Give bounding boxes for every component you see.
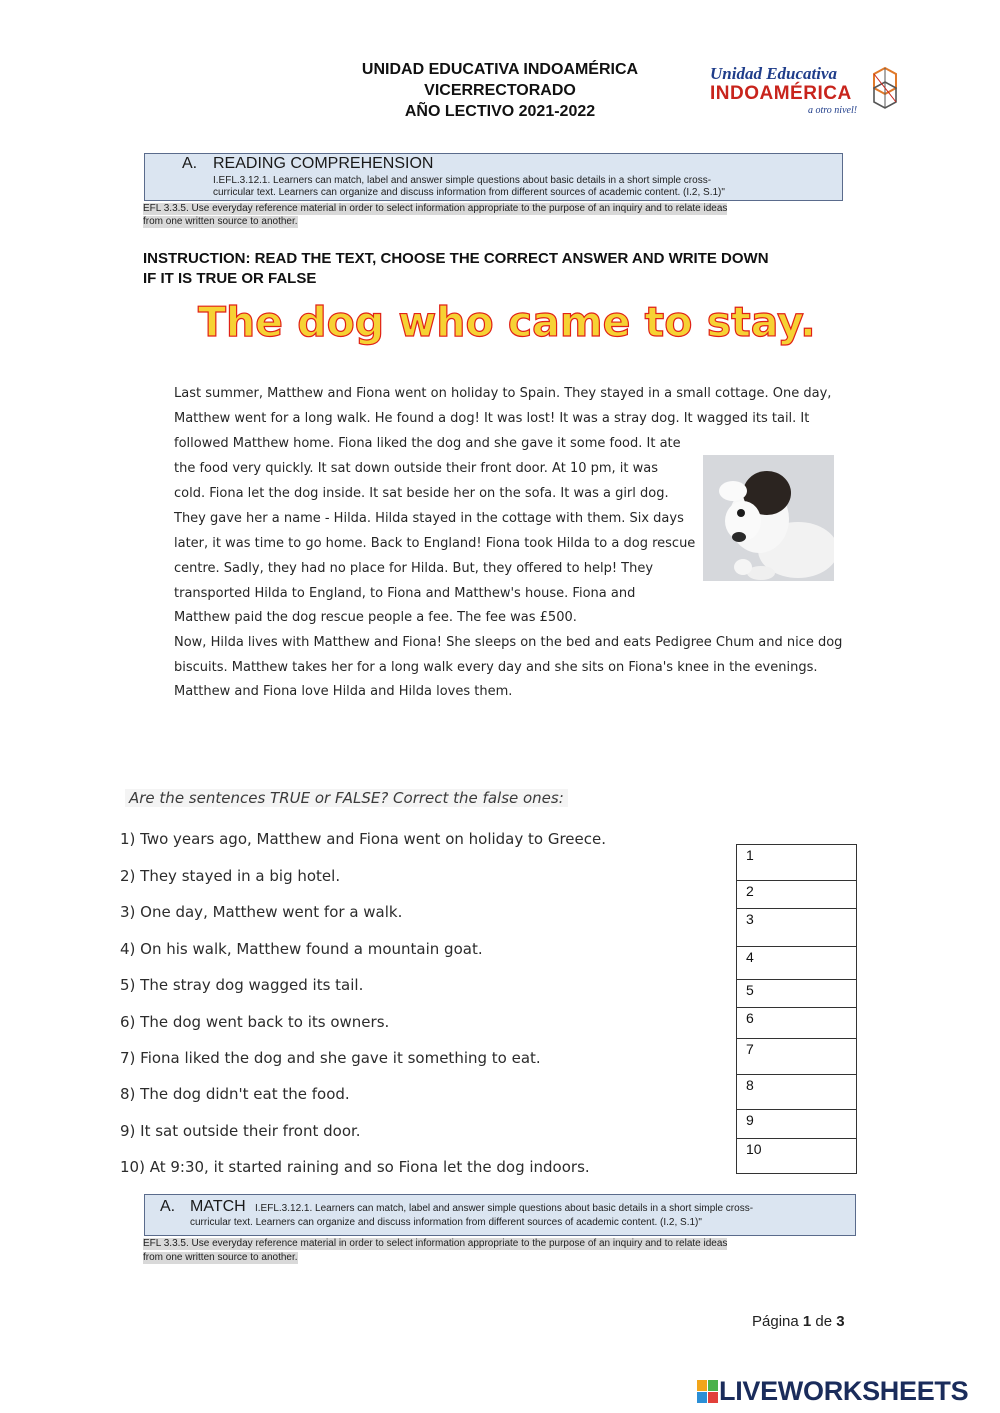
answer-box-4[interactable]: 4 xyxy=(736,946,857,980)
answer-box-10[interactable]: 10 xyxy=(736,1138,857,1174)
question-item: 8) The dog didn't eat the food. xyxy=(120,1085,350,1103)
story-line: the food very quickly. It sat down outside their front door. At 10 pm, it was xyxy=(174,461,659,476)
total-pages: 3 xyxy=(836,1313,845,1330)
question-item: 7) Fiona liked the dog and she gave it something to eat. xyxy=(120,1049,541,1067)
match-desc-line1: I.EFL.3.12.1. Learners can match, label and answer simple questions about basic details in a short simple cross- xyxy=(255,1203,754,1214)
efl-standard-line2: from one written source to another. xyxy=(143,216,298,227)
story-line: centre. Sadly, they had no place for Hilda. But, they offered to help! They xyxy=(174,561,654,576)
instruction-line1: INSTRUCTION: READ THE TEXT, CHOOSE THE CORRECT ANSWER AND WRITE DOWN xyxy=(143,250,769,267)
story-line: transported Hilda to England, to Fiona and Matthew's house. Fiona and xyxy=(174,586,636,601)
question-item: 3) One day, Matthew went for a walk. xyxy=(120,903,403,921)
match-section-box xyxy=(144,1194,856,1236)
question-item: 5) The stray dog wagged its tail. xyxy=(120,976,364,994)
instruction-line2: IF IT IS TRUE OR FALSE xyxy=(143,270,317,287)
dog-photo xyxy=(703,455,834,581)
answer-box-6[interactable]: 6 xyxy=(736,1007,857,1039)
section-desc-line2: curricular text. Learners can organize and discuss information from different sources of academic content. (I.2, S.1)" xyxy=(213,187,725,198)
page-number xyxy=(752,1313,845,1330)
liveworksheets-logo xyxy=(697,1376,969,1409)
school-logo xyxy=(700,60,900,120)
logo-emblem-icon xyxy=(872,66,898,112)
question-item: 9) It sat outside their front door. xyxy=(120,1122,361,1140)
department-name: VICERRECTORADO xyxy=(424,82,576,99)
story-line: followed Matthew home. Fiona liked the dog and she gave it some food. It ate xyxy=(174,436,681,451)
story-line: Matthew paid the dog rescue people a fee. The fee was £500. xyxy=(174,610,577,625)
questions-heading: Are the sentences TRUE or FALSE? Correct the false ones: xyxy=(125,789,568,807)
story-line: cold. Fiona let the dog inside. It sat beside her on the sofa. It was a girl dog. xyxy=(174,486,669,501)
school-name: UNIDAD EDUCATIVA INDOAMÉRICA xyxy=(361,61,639,78)
story-line: Matthew and Fiona love Hilda and Hilda loves them. xyxy=(174,684,513,699)
answer-box-1[interactable]: 1 xyxy=(736,844,857,881)
match-efl-line1: EFL 3.3.5. Use everyday reference material in order to select information appropriate to the purpose of an inquiry and to relate ideas xyxy=(143,1238,728,1249)
story-title: The dog who came to stay. xyxy=(198,298,816,346)
answer-box-2[interactable]: 2 xyxy=(736,880,857,909)
question-item: 6) The dog went back to its owners. xyxy=(120,1013,390,1031)
answer-box-9[interactable]: 9 xyxy=(736,1109,857,1139)
story-line: Now, Hilda lives with Matthew and Fiona! She sleeps on the bed and eats Pedigree Chum and nice dog xyxy=(174,635,843,650)
story-line: They gave her a name - Hilda. Hilda stayed in the cottage with them. Six days xyxy=(174,511,684,526)
section-letter: A. xyxy=(182,155,198,172)
logo-line1: Unidad Educativa xyxy=(710,64,838,83)
answer-box-8[interactable]: 8 xyxy=(736,1074,857,1110)
current-page: 1 xyxy=(802,1313,812,1330)
page-word: Página xyxy=(752,1313,799,1330)
match-title: MATCH xyxy=(190,1198,246,1215)
match-efl-line2: from one written source to another. xyxy=(143,1252,298,1263)
section-desc-line1: I.EFL.3.12.1. Learners can match, label and answer simple questions about basic details in a short simple cross- xyxy=(213,175,712,186)
reading-comprehension-box xyxy=(144,153,843,201)
answer-box-5[interactable]: 5 xyxy=(736,979,857,1008)
liveworksheets-brand: LIVEWORKSHEETS xyxy=(719,1376,969,1406)
story-line: Last summer, Matthew and Fiona went on holiday to Spain. They stayed in a small cottage. One day, xyxy=(174,386,832,401)
question-item: 4) On his walk, Matthew found a mountain goat. xyxy=(120,940,483,958)
page-of: de xyxy=(815,1313,833,1330)
match-letter: A. xyxy=(160,1198,176,1215)
logo-tagline: a otro nivel! xyxy=(808,105,858,116)
question-item: 10) At 9:30, it started raining and so Fiona let the dog indoors. xyxy=(120,1158,590,1176)
school-year: AÑO LECTIVO 2021-2022 xyxy=(404,103,596,120)
story-line: later, it was time to go home. Back to England! Fiona took Hilda to a dog rescue xyxy=(174,536,696,551)
answer-box-3[interactable]: 3 xyxy=(736,908,857,947)
question-item: 2) They stayed in a big hotel. xyxy=(120,867,341,885)
efl-standard-line1: EFL 3.3.5. Use everyday reference material in order to select information appropriate to the purpose of an inquiry and to relate ideas xyxy=(143,203,728,214)
story-line: biscuits. Matthew takes her for a long walk every day and she sits on Fiona's knee in the evenings. xyxy=(174,660,818,675)
match-desc-line2: curricular text. Learners can organize and discuss information from different sources of academic content. (I.2, S.1)" xyxy=(190,1217,702,1228)
section-title: READING COMPREHENSION xyxy=(213,155,434,172)
instruction xyxy=(143,249,863,289)
answer-box-7[interactable]: 7 xyxy=(736,1038,857,1075)
question-item: 1) Two years ago, Matthew and Fiona went on holiday to Greece. xyxy=(120,830,607,848)
story-line: Matthew went for a long walk. He found a dog! It was lost! It was a stray dog. It wagged its tail. It xyxy=(174,411,810,426)
logo-line2: INDOAMÉRICA xyxy=(710,83,852,104)
liveworksheets-blocks-icon xyxy=(697,1380,719,1404)
